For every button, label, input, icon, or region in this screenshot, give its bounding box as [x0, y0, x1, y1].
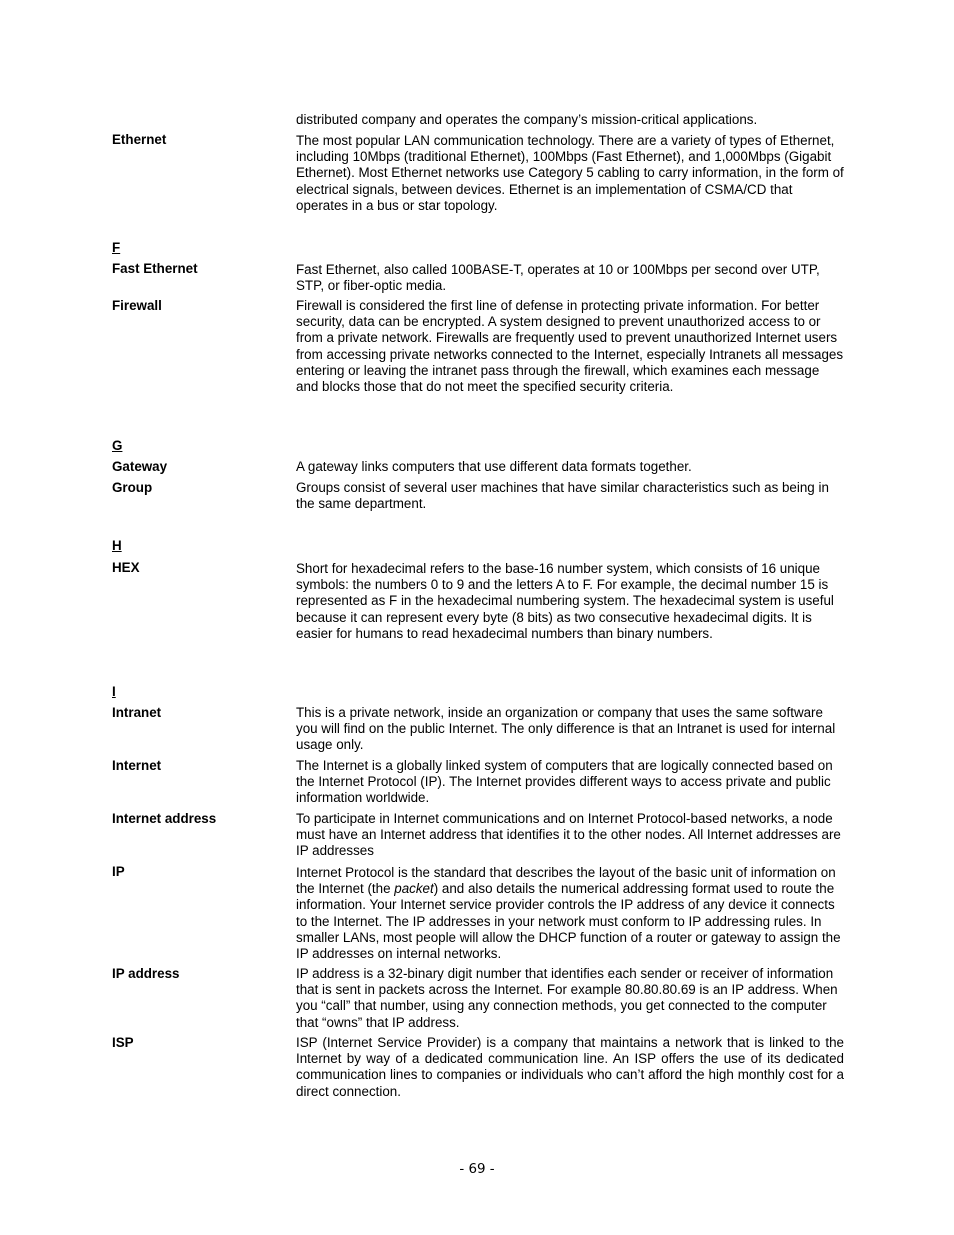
definition-ethernet: The most popular LAN communication technology. There are a variety of types of Ethernet, including 10Mbps (traditional Ethernet), 100Mbps (Fast Ethernet), and 1,000Mbps (Gigabit Ethernet). Most Ethernet networks use Category 5 cabling to carry information, in the form of electrical signals, between devices. Ethernet is an implementation of CSMA/CD that operates in a bus or star topology.: [296, 133, 844, 213]
page-number: - 69 -: [459, 1162, 495, 1177]
term-ip: IP: [112, 864, 125, 879]
section-letter-h: H: [112, 538, 122, 553]
section-letter-g: G: [112, 438, 123, 453]
term-intranet: Intranet: [112, 705, 162, 720]
term-ip-address: IP address: [112, 966, 180, 981]
section-letter-i: I: [112, 684, 116, 699]
definition-isp: ISP (Internet Service Provider) is a company that maintains a network that is linked to the Internet by way of a dedicated communication line. An ISP offers the use of its dedicated communication lines to companies or individuals who can’t afford the high monthly cost for a direct connection.: [296, 1035, 844, 1099]
term-firewall: Firewall: [112, 298, 162, 313]
section-letter-f: F: [112, 240, 121, 255]
term-isp: ISP: [112, 1035, 134, 1050]
definition-ip: [296, 865, 844, 962]
term-hex: HEX: [112, 560, 140, 575]
definition-ip-italic: packet: [394, 881, 434, 897]
term-fast-ethernet: Fast Ethernet: [112, 261, 198, 276]
definition-ip-address: IP address is a 32-binary digit number that identifies each sender or receiver of information that is sent in packets across the Internet. For example 80.80.80.69 is an IP address. When you “call” that number, using any connection methods, you get connected to the computer that “owns” that IP address.: [296, 966, 838, 1030]
term-internet: Internet: [112, 758, 162, 773]
term-internet-address: Internet address: [112, 811, 217, 826]
definition-firewall: Firewall is considered the first line of defense in protecting private information. For better security, data can be encrypted. A system designed to prevent unauthorized access to or from a private network. Firewalls are frequently used to prevent unauthorized Internet users from accessing private networks connected to the Internet, especially Intranets all messages entering or leaving the intranet pass through the firewall, which examines each message and blocks those that do not meet the specified security criteria.: [296, 298, 844, 395]
intro-continuation: distributed company and operates the company’s mission-critical applications.: [296, 112, 758, 127]
term-group: Group: [112, 480, 153, 495]
definition-ip-part-1: Internet Protocol is the standard that describes the layout of the basic unit of information on the Internet (the: [296, 865, 836, 897]
definition-internet: The Internet is a globally linked system of computers that are logically connected based on the Internet Protocol (IP). The Internet provides different ways to access private and public information worldwide.: [296, 758, 833, 806]
definition-hex: Short for hexadecimal refers to the base-16 number system, which consists of 16 unique symbols: the numbers 0 to 9 and the letters A to F. For example, the decimal number 15 is represented as F in the hexadecimal numbering system. The hexadecimal system is useful because it can represent every byte (8 bits) as two consecutive hexadecimal digits. It is easier for humans to read hexadecimal numbers than binary numbers.: [296, 561, 834, 641]
definition-intranet: This is a private network, inside an organization or company that uses the same software you will find on the public Internet. The only difference is that an Intranet is used for internal usage only.: [296, 705, 836, 753]
definition-internet-address: To participate in Internet communications and on Internet Protocol-based networks, a node must have an Internet address that identifies it to the other nodes. All Internet addresses are IP addresses: [296, 811, 841, 859]
definition-ip-part-2: ) and also details the numerical addressing format used to route the information. Your Internet service provider controls the IP address of any device it connects to the Internet. The IP addresses in your network must conform to IP addressing rules. In smaller LANs, most people will allow the DHCP function of a router or gateway to assign the IP addresses on internal networks.: [296, 881, 841, 962]
definition-group: Groups consist of several user machines that have similar characteristics such as being in the same department.: [296, 480, 829, 512]
definition-gateway: A gateway links computers that use different data formats together.: [296, 459, 692, 474]
term-gateway: Gateway: [112, 459, 168, 474]
definition-fast-ethernet: Fast Ethernet, also called 100BASE-T, operates at 10 or 100Mbps per second over UTP, STP, or fiber-optic media.: [296, 262, 820, 294]
term-ethernet: Ethernet: [112, 132, 167, 147]
